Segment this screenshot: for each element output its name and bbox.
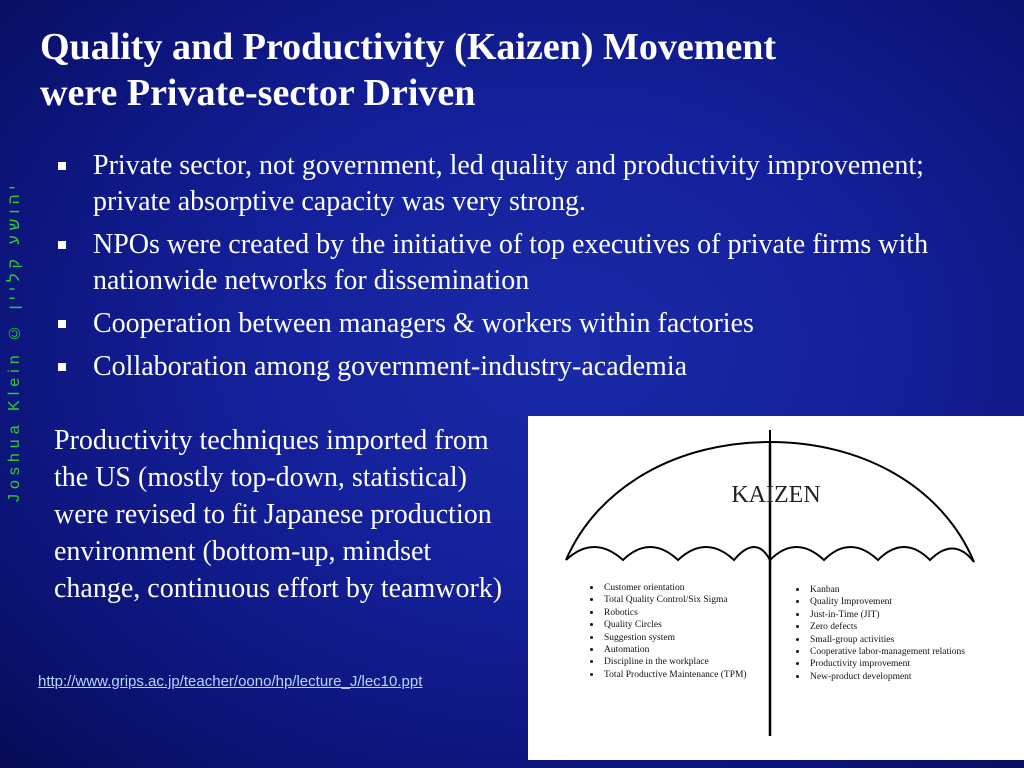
list-item: Quality Improvement <box>794 596 965 608</box>
kaizen-left-list <box>588 582 747 681</box>
list-item: Zero defects <box>794 621 965 633</box>
side-credit: Joshua Klein © יהושע קליין <box>6 180 23 502</box>
slide-title-line-2: were Private-sector Driven <box>40 72 476 114</box>
list-item: Kanban <box>794 584 965 596</box>
source-link[interactable]: http://www.grips.ac.jp/teacher/oono/hp/lecture_J/lec10.ppt <box>38 673 423 690</box>
bullet-text: Cooperation between managers & workers within factories <box>93 308 754 339</box>
list-item: Quality Circles <box>588 619 747 631</box>
slide-title-line-1: Quality and Productivity (Kaizen) Movement <box>40 26 777 68</box>
kaizen-label: KAIZEN <box>731 482 821 508</box>
bullet-text: Private sector, not government, led quality and productivity improvement; private absorptive capacity was very strong. <box>93 150 924 217</box>
list-item: Suggestion system <box>588 632 747 644</box>
bullet-text: NPOs were created by the initiative of top executives of private firms with nationwide networks for dissemination <box>93 229 929 296</box>
bullet-list <box>58 148 958 392</box>
list-item: Cooperative labor-management relations <box>794 646 965 658</box>
list-item: Automation <box>588 644 747 656</box>
list-item: Just-in-Time (JIT) <box>794 609 965 621</box>
bullet-item <box>58 306 958 342</box>
kaizen-umbrella-figure <box>528 416 1024 760</box>
list-item: Small-group activities <box>794 634 965 646</box>
techniques-paragraph: Productivity techniques imported from the US (mostly top-down, statistical) were revised to fit Japanese production environment (bottom-up, mindset change, continuous effort by teamwork) <box>54 425 503 604</box>
square-bullet-icon <box>58 363 66 371</box>
bullet-item <box>58 349 958 385</box>
kaizen-right-list <box>794 584 965 683</box>
bullet-item <box>58 227 958 299</box>
list-item: Customer orientation <box>588 582 747 594</box>
list-item: Discipline in the workplace <box>588 656 747 668</box>
square-bullet-icon <box>58 162 66 170</box>
square-bullet-icon <box>58 241 66 249</box>
list-item: New-product development <box>794 671 965 683</box>
list-item: Productivity improvement <box>794 658 965 670</box>
list-item: Total Productive Maintenance (TPM) <box>588 669 747 681</box>
bullet-item <box>58 148 958 220</box>
bullet-text: Collaboration among government-industry-academia <box>93 351 688 382</box>
list-item: Total Quality Control/Six Sigma <box>588 594 747 606</box>
square-bullet-icon <box>58 320 66 328</box>
slide-title <box>40 24 1000 116</box>
list-item: Robotics <box>588 607 747 619</box>
